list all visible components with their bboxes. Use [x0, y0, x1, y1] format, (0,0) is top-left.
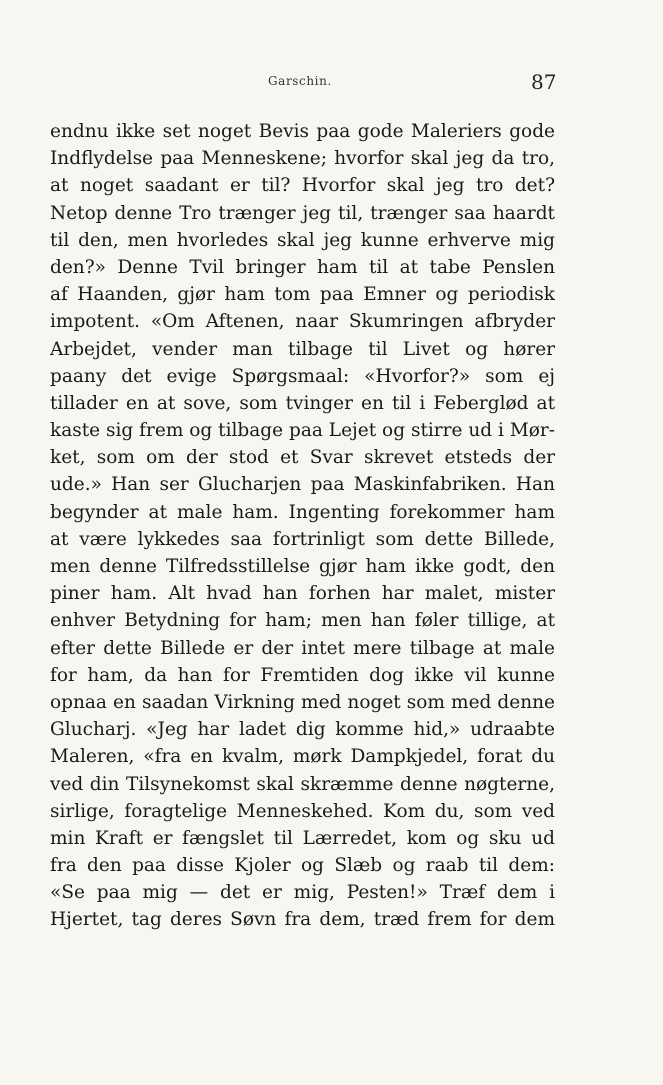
text-line: Arbejdet, vender man tilbage til Livet og hører	[50, 338, 555, 360]
text-line: af Haanden, gjør ham tom paa Emner og periodisk	[50, 284, 555, 306]
text-line: begynder at male ham. Ingenting forekommer ham	[50, 501, 555, 523]
text-line: efter dette Billede er der intet mere tilbage at male	[50, 637, 555, 659]
text-line: den?» Denne Tvil bringer ham til at tabe Penslen	[50, 256, 555, 278]
text-line: men denne Tilfredsstillelse gjør ham ikke godt, den	[50, 556, 555, 577]
text-line: for ham, da han for Fremtiden dog ikke vil kunne	[50, 664, 555, 686]
text-line: ved din Tilsynekomst skal skræmme denne nøgterne,	[50, 773, 555, 795]
text-line: Maleren, «fra en kvalm, mørk Dampkjedel, forat du	[50, 746, 555, 768]
body-text	[50, 118, 555, 934]
text-line: tillader en at sove, som tvinger en til i Feberglød at	[50, 392, 555, 414]
text-line: enhver Betydning for ham; men han føler tillige, at	[50, 610, 555, 632]
text-line: Glucharj. «Jeg har ladet dig komme hid,» udraabte	[50, 719, 555, 741]
text-line: endnu ikke set noget Bevis paa gode Maleriers gode	[50, 121, 555, 142]
text-line: fra den paa disse Kjoler og Slæb og raab til dem:	[50, 855, 555, 877]
text-line: piner ham. Alt hvad han forhen har malet, mister	[50, 583, 555, 605]
text-line: at noget saadant er til? Hvorfor skal jeg tro det?	[50, 175, 555, 197]
text-line: ket, som om der stod et Svar skrevet etsteds der	[50, 447, 555, 469]
text-line: sirlige, foragtelige Menneskehed. Kom du, som ved	[50, 800, 555, 822]
text-line: paany det evige Spørgsmaal: «Hvorfor?» som ej	[50, 365, 555, 387]
running-head: Garschin.	[268, 74, 332, 88]
text-line: Indflydelse paa Menneskene; hvorfor skal jeg da tro,	[50, 148, 555, 170]
text-line: ude.» Han ser Glucharjen paa Maskinfabriken. Han	[50, 474, 555, 496]
text-line: at være lykkedes saa fortrinligt som dette Billede,	[50, 528, 555, 550]
text-line: opnaa en saadan Virkning med noget som med denne	[50, 691, 555, 713]
text-line: Netop denne Tro trænger jeg til, trænger saa haardt	[50, 202, 555, 224]
text-line: kaste sig frem og tilbage paa Lejet og stirre ud i Mør-	[50, 420, 555, 442]
text-line: Hjertet, tag deres Søvn fra dem, træd frem for dem	[50, 909, 555, 931]
text-line: «Se paa mig — det er mig, Pesten!» Træf dem i	[50, 882, 555, 904]
page-number: 87	[531, 70, 557, 94]
text-line: impotent. «Om Aftenen, naar Skumringen afbryder	[50, 311, 555, 333]
text-line: min Kraft er fængslet til Lærredet, kom og sku ud	[50, 827, 555, 849]
text-line: til den, men hvorledes skal jeg kunne erhverve mig	[50, 229, 555, 251]
